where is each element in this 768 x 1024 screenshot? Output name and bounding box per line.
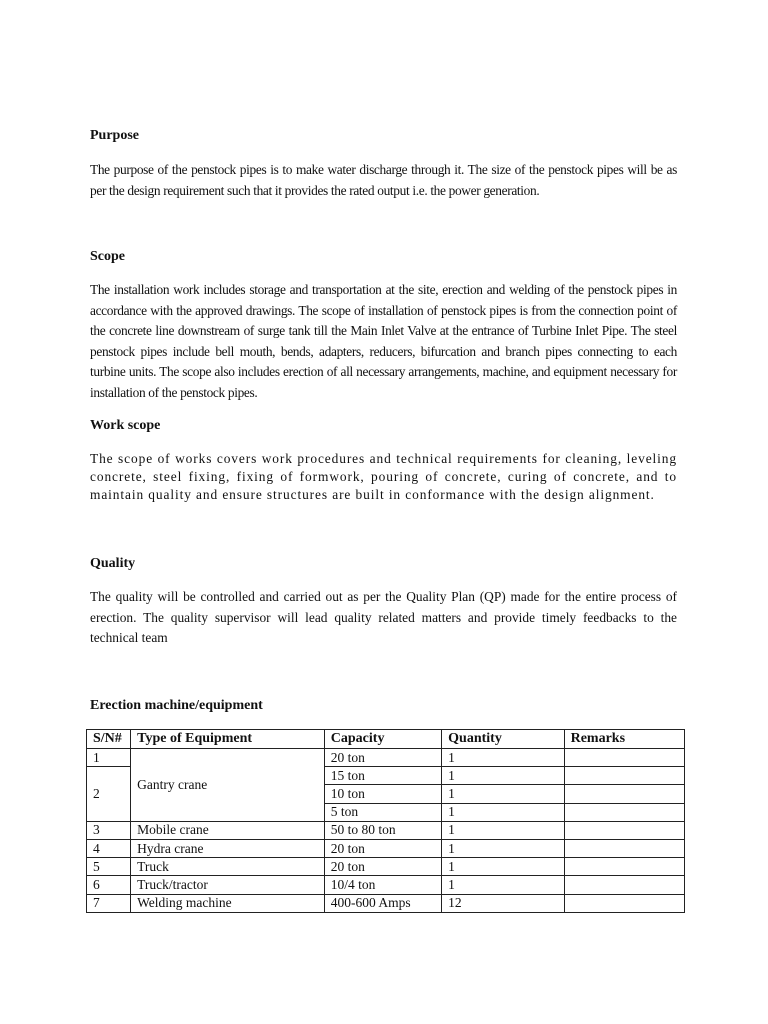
work-scope-heading: Work scope (90, 418, 161, 433)
cell-capacity: 20 ton (324, 749, 441, 767)
cell-remarks (564, 803, 684, 821)
cell-sn: 6 (87, 876, 131, 894)
cell-type: Mobile crane (131, 821, 325, 839)
cell-capacity: 50 to 80 ton (324, 821, 441, 839)
cell-sn: 7 (87, 894, 131, 912)
cell-remarks (564, 767, 684, 785)
header-sn: S/N# (87, 730, 131, 749)
cell-quantity: 1 (442, 839, 564, 857)
cell-capacity: 5 ton (324, 803, 441, 821)
cell-sn: 5 (87, 858, 131, 876)
cell-sn: 2 (87, 767, 131, 822)
cell-quantity: 1 (442, 821, 564, 839)
equipment-table (86, 729, 685, 913)
quality-heading: Quality (90, 556, 136, 571)
purpose-paragraph: The purpose of the penstock pipes is to make water discharge through it. The size of the penstock pipes will be as per the design requirement such that it provides the rated output i.e. the power generation. (90, 162, 677, 198)
table-row (87, 876, 685, 894)
table-row (87, 821, 685, 839)
cell-sn: 1 (87, 749, 131, 767)
cell-type: Welding machine (131, 894, 325, 912)
header-capacity: Capacity (324, 730, 441, 749)
cell-remarks (564, 749, 684, 767)
cell-type: Gantry crane (131, 749, 325, 822)
cell-quantity: 1 (442, 858, 564, 876)
cell-type: Truck (131, 858, 325, 876)
cell-quantity: 1 (442, 767, 564, 785)
header-type: Type of Equipment (131, 730, 325, 749)
header-remarks: Remarks (564, 730, 684, 749)
cell-quantity: 1 (442, 876, 564, 894)
cell-sn: 3 (87, 821, 131, 839)
cell-remarks (564, 858, 684, 876)
header-quantity: Quantity (442, 730, 564, 749)
cell-remarks (564, 876, 684, 894)
table-row (87, 749, 685, 767)
cell-quantity: 1 (442, 749, 564, 767)
cell-quantity: 1 (442, 785, 564, 803)
scope-heading: Scope (90, 249, 125, 264)
work-scope-paragraph: The scope of works covers work procedures and technical requirements for cleaning, leveling concrete, steel fixing, fixing of formwork, pouring of concrete, curing of concrete, and to maintain quality and ensure structures are built in conformance with the design alignment. (90, 451, 677, 502)
table-row (87, 858, 685, 876)
table-header-row (87, 730, 685, 749)
cell-capacity: 10/4 ton (324, 876, 441, 894)
cell-type: Hydra crane (131, 839, 325, 857)
cell-quantity: 12 (442, 894, 564, 912)
cell-remarks (564, 821, 684, 839)
equipment-heading: Erection machine/equipment (90, 698, 263, 713)
cell-remarks (564, 894, 684, 912)
table-row (87, 894, 685, 912)
cell-capacity: 20 ton (324, 858, 441, 876)
cell-capacity: 20 ton (324, 839, 441, 857)
purpose-heading: Purpose (90, 128, 139, 143)
cell-remarks (564, 839, 684, 857)
cell-capacity: 10 ton (324, 785, 441, 803)
scope-paragraph: The installation work includes storage and transportation at the site, erection and welding of the penstock pipes in accordance with the approved drawings. The scope of installation of penstock pipes is from the connection point of the concrete line downstream of surge tank till the Main Inlet Valve at the entrance of Turbine Inlet Pipe. The steel penstock pipes include bell mouth, bends, adapters, reducers, bifurcation and branch pipes connecting to each turbine units. The scope also includes erection of all necessary arrangements, machine, and equipment necessary for installation of the penstock pipes. (90, 282, 677, 400)
table-row (87, 839, 685, 857)
cell-capacity: 15 ton (324, 767, 441, 785)
cell-sn: 4 (87, 839, 131, 857)
cell-type: Truck/tractor (131, 876, 325, 894)
cell-remarks (564, 785, 684, 803)
quality-paragraph: The quality will be controlled and carried out as per the Quality Plan (QP) made for the entire process of erection. The quality supervisor will lead quality related matters and provide timely feedbacks to the technical team (90, 589, 677, 645)
cell-quantity: 1 (442, 803, 564, 821)
cell-capacity: 400-600 Amps (324, 894, 441, 912)
